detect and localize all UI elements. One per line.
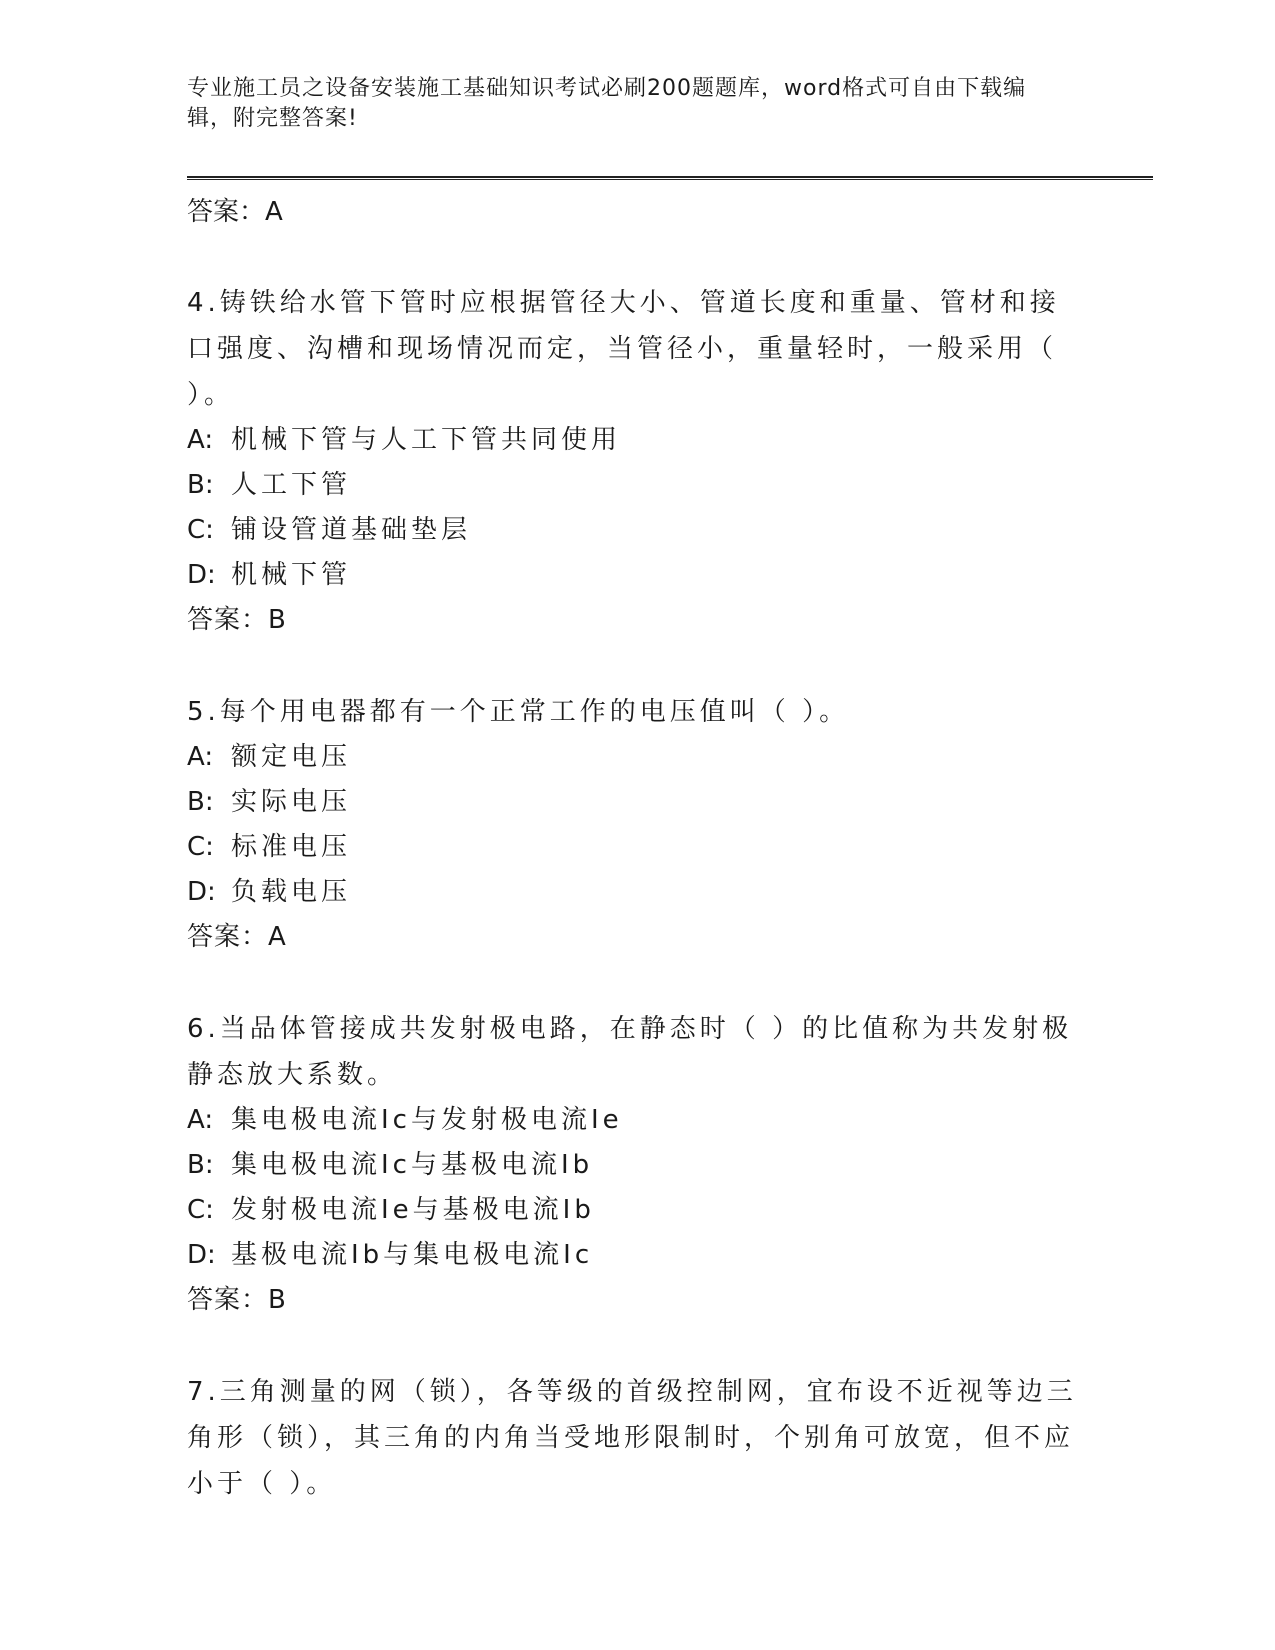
option-key: D:	[187, 877, 216, 907]
option-text: 集电极电流Ic与发射极电流Ie	[231, 1105, 623, 1135]
option-text: 负载电压	[231, 877, 352, 907]
option-key: B:	[187, 1150, 214, 1180]
option-key: B:	[187, 470, 214, 500]
option-text: 人工下管	[231, 470, 352, 500]
question-7	[187, 1369, 1087, 1507]
option-text: 机械下管	[231, 560, 352, 590]
question-stem: 6.当品体管接成共发射极电路，在静态时（ ）的比值称为共发射极静态放大系数。	[187, 1014, 1073, 1090]
document-body	[187, 190, 1087, 1553]
question-5	[187, 689, 1087, 960]
option-text: 铺设管道基础垫层	[231, 515, 472, 545]
option-b	[187, 780, 1087, 825]
header-rule	[187, 176, 1153, 180]
option-c	[187, 825, 1087, 870]
option-text: 实际电压	[231, 787, 352, 817]
option-c	[187, 508, 1087, 553]
question-stem: 4.铸铁给水管下管时应根据管径大小、管道长度和重量、管材和接口强度、沟槽和现场情况而定，当管径小，重量轻时，一般采用（ ）。	[187, 288, 1060, 410]
answer-line: 答案：A	[187, 922, 287, 952]
option-key: A:	[187, 1105, 214, 1135]
question-stem: 7.三角测量的网（锁），各等级的首级控制网，宜布设不近视等边三角形（锁），其三角的内角当受地形限制时，个别角可放宽，但不应小于（ ）。	[187, 1377, 1077, 1499]
option-key: B:	[187, 787, 214, 817]
option-text: 机械下管与人工下管共同使用	[231, 425, 622, 455]
option-key: A:	[187, 742, 214, 772]
option-text: 额定电压	[231, 742, 352, 772]
option-text: 集电极电流Ic与基极电流Ib	[231, 1150, 594, 1180]
option-b	[187, 1143, 1087, 1188]
option-a	[187, 418, 1087, 463]
question-6	[187, 1006, 1087, 1323]
answer-line: 答案：B	[187, 1285, 287, 1315]
page-header: 专业施工员之设备安装施工基础知识考试必刷200题题库，word格式可自由下载编辑，附完整答案!	[187, 76, 1027, 131]
option-key: A:	[187, 425, 214, 455]
answer-line: 答案：A	[187, 197, 283, 227]
option-text: 基极电流Ib与集电极电流Ic	[231, 1240, 594, 1270]
option-key: D:	[187, 1240, 216, 1270]
option-c	[187, 1188, 1087, 1233]
question-4	[187, 280, 1087, 643]
option-key: C:	[187, 1195, 214, 1225]
answer-line: 答案：B	[187, 605, 287, 635]
option-b	[187, 463, 1087, 508]
option-text: 标准电压	[231, 832, 352, 862]
option-a	[187, 735, 1087, 780]
option-key: D:	[187, 560, 216, 590]
option-d	[187, 870, 1087, 915]
option-a	[187, 1098, 1087, 1143]
question-stem: 5.每个用电器都有一个正常工作的电压值叫（ ）。	[187, 697, 850, 727]
option-key: C:	[187, 832, 214, 862]
option-key: C:	[187, 515, 214, 545]
option-d	[187, 1233, 1087, 1278]
option-text: 发射极电流Ie与基极电流Ib	[231, 1195, 595, 1225]
option-d	[187, 553, 1087, 598]
